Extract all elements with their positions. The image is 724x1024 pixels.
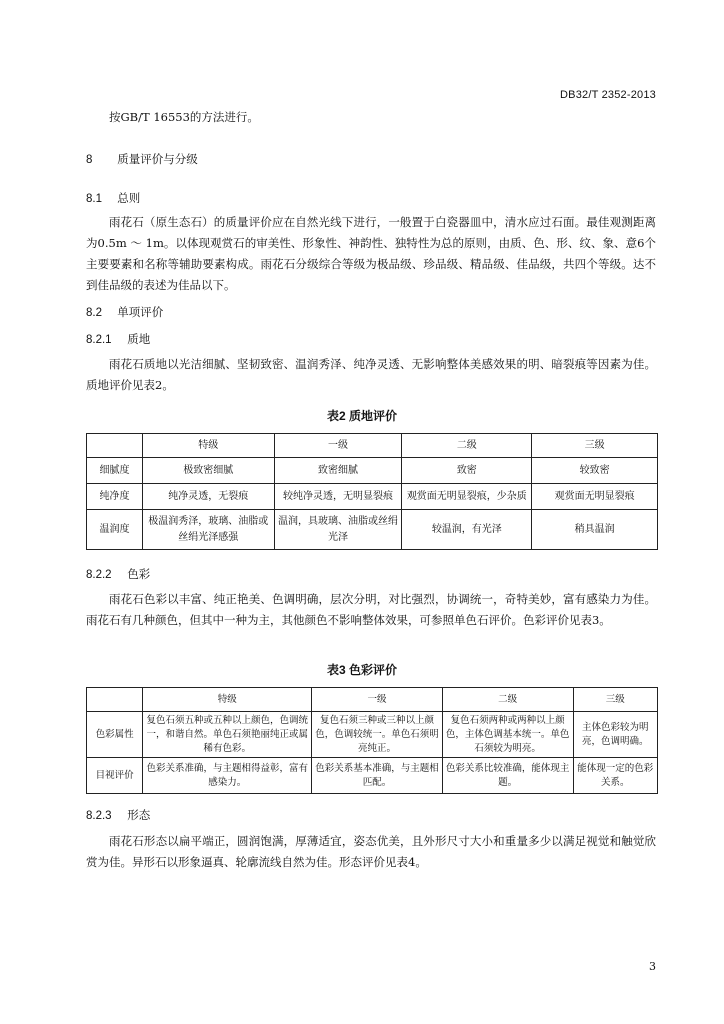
table-header-row xyxy=(87,434,658,458)
table-header-cell: 二级 xyxy=(402,434,532,458)
table-header-cell: 特级 xyxy=(143,688,312,712)
section-8-2-2-paragraph: 雨花石色彩以丰富、纯正艳美、色调明确，层次分明，对比强烈，协调统一，奇特美妙，富有感染力为佳。雨花石有几种颜色，但其中一种为主，其他颜色不影响整体效果，可参照单色石评价。色彩评价见表3。 xyxy=(86,592,656,627)
table-header-cell: 三级 xyxy=(573,688,658,712)
section-8-1-paragraph: 雨花石（原生态石）的质量评价应在自然光线下进行，一般置于白瓷器皿中，清水应过石面。最佳观测距离为0.5m ～ 1m。以体现观赏石的审美性、形象性、神韵性、独特性为总的原则，由质、色、形、纹、象、意6个主要要素和名称等辅助要素构成。雨花石分级综合等级为极品级、珍品级、精品级、佳品级，共四个等级。达不到佳品级的表述为佳品以下。 xyxy=(86,215,656,292)
table-cell: 色彩关系比较准确，能体现主题。 xyxy=(442,758,573,794)
section-number: 8.2 xyxy=(86,307,102,319)
table-cell: 复色石须五种或五种以上颜色，色调统一，和谐自然。单色石须艳丽纯正或属稀有色彩。 xyxy=(143,712,312,758)
section-title: 总则 xyxy=(117,193,141,205)
table-row xyxy=(87,510,658,550)
table-cell: 细腻度 xyxy=(87,458,143,484)
section-8-2-3-paragraph: 雨花石形态以扁平端正，圆润饱满，厚薄适宜，姿态优美，且外形尺寸大小和重量多少以满足视觉和触觉欣赏为佳。异形石以形象逼真、轮廓流线自然为佳。形态评价见表4。 xyxy=(86,834,656,869)
section-8-1-heading xyxy=(86,190,140,206)
table-cell: 较温润，有光泽 xyxy=(402,510,532,550)
table-cell: 色彩关系准确，与主题相得益彰，富有感染力。 xyxy=(143,758,312,794)
table-2-caption: 表2 质地评价 xyxy=(326,409,397,423)
section-number: 8.2.1 xyxy=(86,334,112,346)
table-header-row xyxy=(87,688,658,712)
table-3-caption: 表3 色彩评价 xyxy=(326,663,397,677)
table-cell: 极致密细腻 xyxy=(142,458,274,484)
table-cell: 极温润秀泽，玻璃、油脂或丝绢光泽感强 xyxy=(142,510,274,550)
section-8-2-2-heading xyxy=(86,566,150,582)
table-cell: 纯净灵透，无裂痕 xyxy=(142,484,274,510)
table-cell: 观赏面无明显裂痕 xyxy=(532,484,658,510)
section-title: 色彩 xyxy=(127,569,151,581)
table-header-cell: 三级 xyxy=(532,434,658,458)
table-header-cell: 特级 xyxy=(142,434,274,458)
table-header-cell: 一级 xyxy=(312,688,443,712)
table-cell: 温润度 xyxy=(87,510,143,550)
section-8-2-1-heading xyxy=(86,331,150,347)
section-number: 8.1 xyxy=(86,193,102,205)
section-title: 单项评价 xyxy=(117,307,164,319)
table-cell: 能体现一定的色彩关系。 xyxy=(573,758,658,794)
continuation-text: 按GB/T 16553的方法进行。 xyxy=(109,110,259,124)
section-8-2-1-paragraph: 雨花石质地以光洁细腻、坚韧致密、温润秀泽、纯净灵透、无影响整体美感效果的明、暗裂痕等因素为佳。质地评价见表2。 xyxy=(86,357,656,392)
section-number: 8 xyxy=(86,154,93,166)
table-cell: 色彩关系基本准确，与主题相匹配。 xyxy=(312,758,443,794)
table-cell: 温润，具玻璃、油脂或丝绢光泽 xyxy=(274,510,402,550)
table-cell: 较致密 xyxy=(532,458,658,484)
section-8-heading xyxy=(86,151,198,167)
table-row xyxy=(87,712,658,758)
table-cell: 观赏面无明显裂痕，少杂质 xyxy=(402,484,532,510)
table-header-cell: 一级 xyxy=(274,434,402,458)
table-cell: 致密细腻 xyxy=(274,458,402,484)
table-cell: 致密 xyxy=(402,458,532,484)
section-8-2-heading xyxy=(86,304,163,320)
table-row xyxy=(87,484,658,510)
section-title: 质地 xyxy=(127,334,151,346)
section-number: 8.2.2 xyxy=(86,569,112,581)
section-number: 8.2.3 xyxy=(86,810,112,822)
table-cell: 较纯净灵透，无明显裂痕 xyxy=(274,484,402,510)
table-row xyxy=(87,758,658,794)
table-3-color xyxy=(86,687,658,794)
table-row xyxy=(87,458,658,484)
table-header-cell: 二级 xyxy=(442,688,573,712)
table-header-cell xyxy=(87,434,143,458)
table-cell: 色彩属性 xyxy=(87,712,143,758)
table-cell: 纯净度 xyxy=(87,484,143,510)
table-cell: 主体色彩较为明亮，色调明确。 xyxy=(573,712,658,758)
table-header-cell xyxy=(87,688,143,712)
page-number: 3 xyxy=(649,960,656,973)
section-title: 形态 xyxy=(127,810,151,822)
table-cell: 复色石须两种或两种以上颜色，主体色调基本统一。单色石须较为明亮。 xyxy=(442,712,573,758)
table-2-texture xyxy=(86,433,658,550)
table-cell: 目视评价 xyxy=(87,758,143,794)
section-8-2-3-heading xyxy=(86,807,150,823)
table-cell: 稍具温润 xyxy=(532,510,658,550)
table-cell: 复色石须三种或三种以上颜色，色调较统一。单色石须明亮纯正。 xyxy=(312,712,443,758)
document-code: DB32/T 2352-2013 xyxy=(560,89,656,101)
section-title: 质量评价与分级 xyxy=(117,154,198,166)
